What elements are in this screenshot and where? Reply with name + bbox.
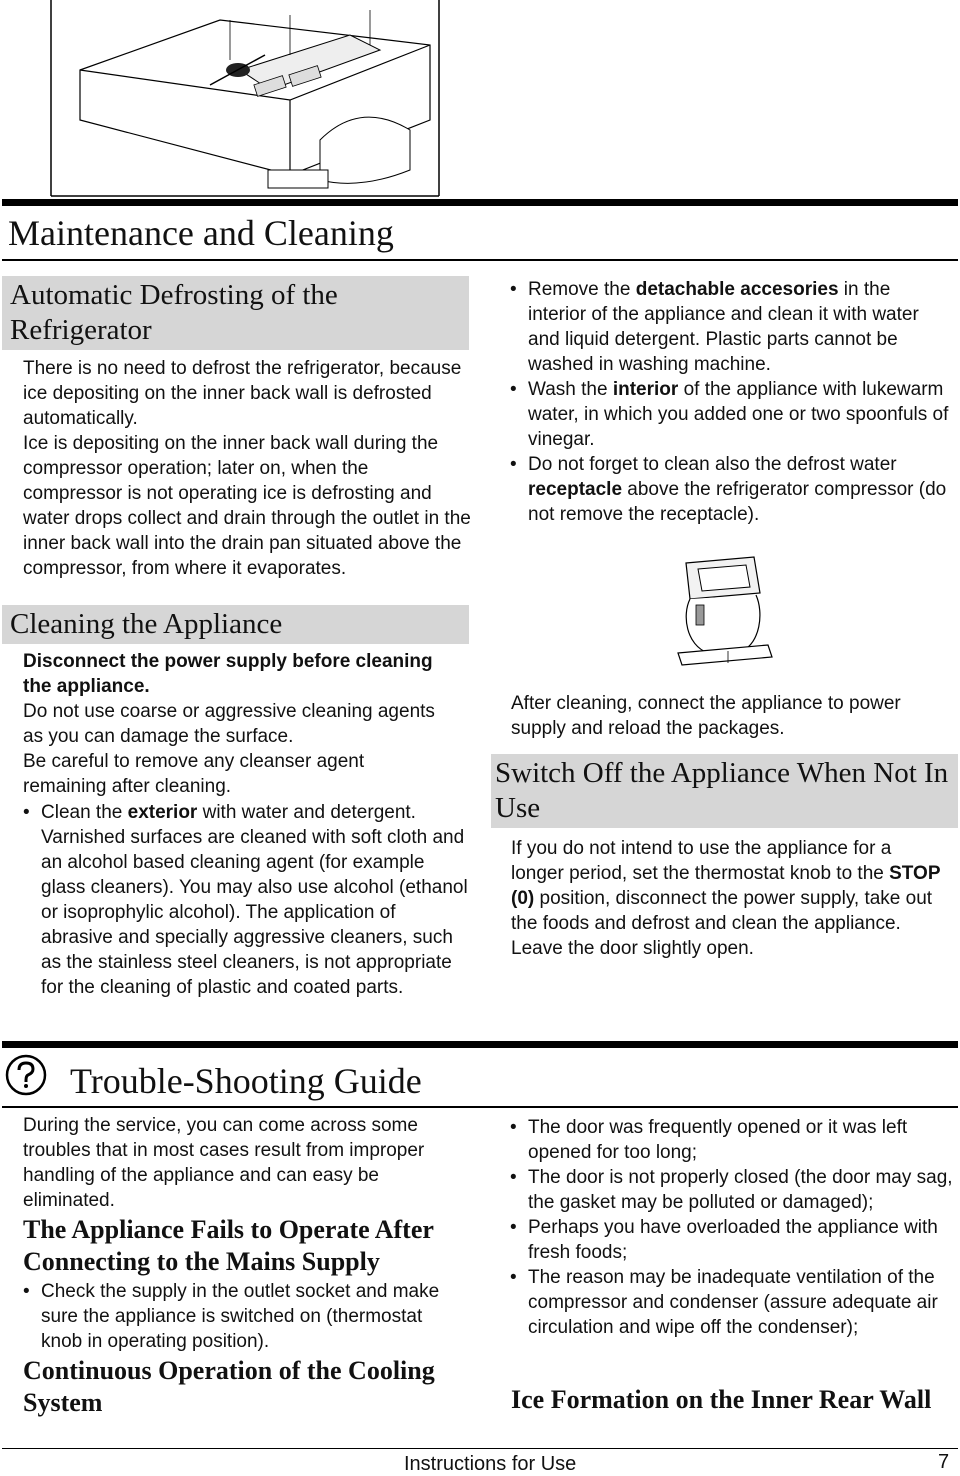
bullet-icon: •	[510, 1267, 517, 1288]
fails-bullet-list	[23, 1279, 463, 1354]
fails-heading: The Appliance Fails to Operate After Connecting to the Mains Supply	[23, 1215, 434, 1276]
footer-label: Instructions for Use	[404, 1453, 577, 1475]
compressor-drawing	[668, 545, 778, 670]
continuous-heading: Continuous Operation of the Cooling System	[23, 1356, 435, 1417]
list-item: • Perhaps you have overloaded the appliance with fresh foods;	[510, 1217, 938, 1263]
trouble-right-bullets	[510, 1115, 958, 1340]
section-rule-top	[2, 199, 958, 206]
after-cleaning-text: After cleaning, connect the appliance to power supply and reload the packages.	[511, 693, 901, 739]
bullet-icon: •	[510, 1217, 517, 1238]
bullet-icon: •	[510, 279, 517, 300]
list-item: • Wash the interior of the appliance with lukewarm water, in which you added one or two spoonfuls of vinegar.	[510, 379, 949, 450]
trouble-divider	[2, 1106, 958, 1108]
section-rule-trouble	[2, 1041, 958, 1048]
right-cleaning-bullets	[510, 277, 950, 527]
ice-formation-heading: Ice Formation on the Inner Rear Wall	[511, 1385, 932, 1414]
bullet-icon: •	[510, 454, 517, 475]
refrigerator-top-drawing	[50, 0, 440, 198]
bullet-icon: •	[510, 1167, 517, 1188]
defrost-paragraph-2: Ice is depositing on the inner back wall during the compressor operation; later on, when the compressor is not operating ice is defrosting and water drops collect and drain through the outlet in the inner back wall into the drain pan situated above the compressor, from where it evaporates.	[23, 433, 471, 579]
trouble-intro: During the service, you can come across some troubles that in most cases result from improper handling of the appliance and can easy be eliminated.	[23, 1115, 425, 1211]
bullet-icon: •	[23, 1281, 30, 1302]
trouble-heading: Trouble-Shooting Guide	[70, 1061, 422, 1101]
cleaning-bullet-list	[23, 800, 471, 1000]
top-illustration	[50, 0, 440, 198]
list-item: • The door was frequently opened or it was left opened for too long;	[510, 1117, 908, 1163]
cleaning-paragraph-1: Do not use coarse or aggressive cleaning agents as you can damage the surface.	[23, 701, 435, 747]
list-item: • Remove the detachable accesories in the interior of the appliance and clean it with water and liquid detergent. Plastic parts cannot be washed in washing machine.	[510, 279, 919, 375]
section-divider	[2, 259, 958, 261]
bullet-icon: •	[23, 802, 30, 823]
question-circle-icon	[4, 1053, 48, 1097]
switch-off-heading: Switch Off the Appliance When Not In Use	[491, 754, 958, 828]
switch-off-text: If you do not intend to use the appliance for a longer period, set the thermostat knob to the STOP (0) position, disconnect the power supply, take out the foods and defrost and clean the appliance. Leave the door slightly open.	[511, 838, 941, 959]
compressor-illustration	[668, 545, 778, 670]
bullet-icon: •	[510, 379, 517, 400]
defrost-heading: Automatic Defrosting of the Refrigerator	[2, 276, 469, 350]
page-number: 7	[938, 1451, 950, 1473]
list-item: • Clean the exterior with water and detergent. Varnished surfaces are cleaned with soft cloth and an alcohol based cleaning agent (for example glass cleaners). You may also use alcohol (ethanol or isoprophylic alcohol). The application of abrasive and specially aggressive cleaners, such as the stainless steel cleaners, is not appropriate for the cleaning of plastic and coated parts.	[23, 802, 468, 998]
list-item: • The door is not properly closed (the door may sag, the gasket may be polluted or damaged);	[510, 1167, 953, 1213]
bullet-icon: •	[510, 1117, 517, 1138]
list-item: • Check the supply in the outlet socket and make sure the appliance is switched on (thermostat knob in operating position).	[23, 1281, 440, 1352]
list-item: • The reason may be inadequate ventilation of the compressor and condenser (assure adequate air circulation and wipe off the condenser);	[510, 1267, 938, 1338]
cleaning-paragraph-2: Be careful to remove any cleanser agent remaining after cleaning.	[23, 751, 365, 797]
section-title: Maintenance and Cleaning	[8, 213, 394, 253]
defrost-paragraph-1: There is no need to defrost the refrigerator, because ice depositing on the inner back wall is defrosted automatically.	[23, 358, 462, 429]
list-item: • Do not forget to clean also the defrost water receptacle above the refrigerator compressor (do not remove the receptacle).	[510, 454, 947, 525]
footer-rule	[2, 1448, 958, 1449]
cleaning-heading: Cleaning the Appliance	[2, 605, 469, 644]
cleaning-warning: Disconnect the power supply before cleaning the appliance.	[23, 651, 433, 697]
